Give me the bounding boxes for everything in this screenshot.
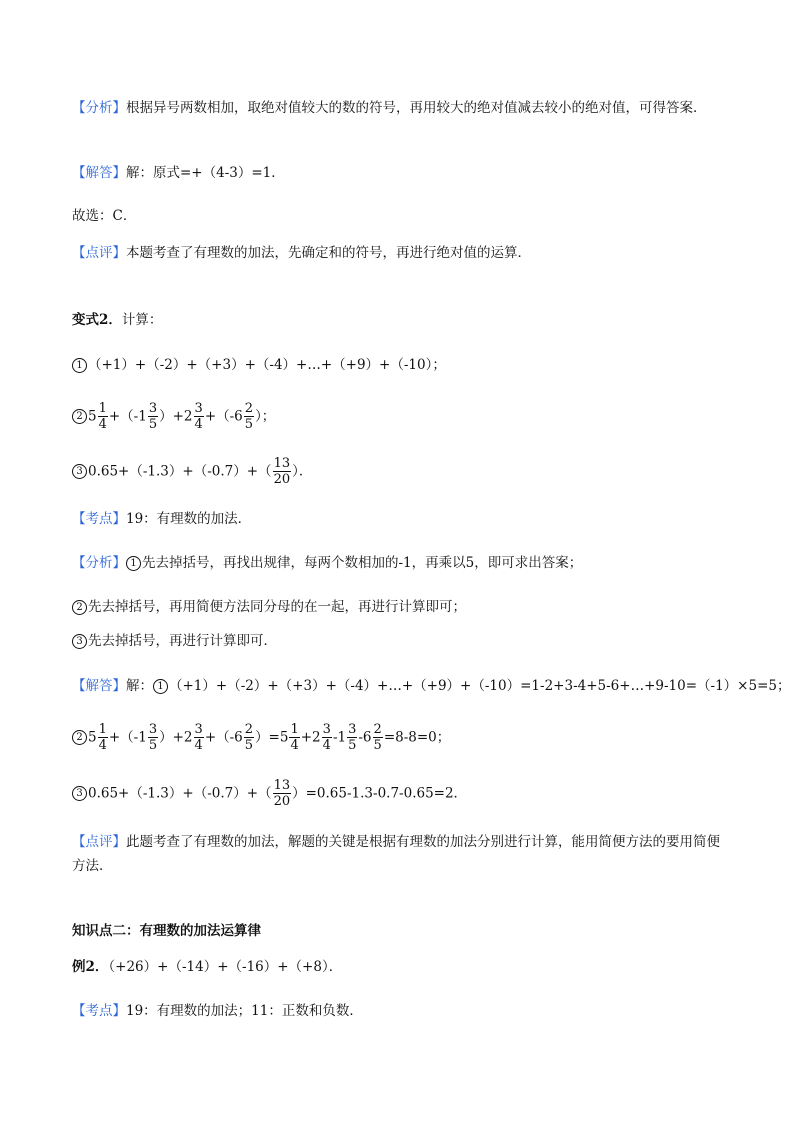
variant-title: 变式2． [72, 312, 122, 328]
answer-prefix: 解： [126, 678, 153, 694]
section-heading: 知识点二：有理数的加法运算律 [72, 923, 261, 939]
fraction [148, 401, 158, 432]
fraction [273, 778, 292, 809]
expr-part: +（-1 [108, 729, 147, 746]
fraction [98, 401, 108, 432]
denominator: 4 [290, 738, 299, 753]
topic-text: 19：有理数的加法． [126, 511, 252, 527]
answer-line-3 [72, 773, 467, 813]
fraction [322, 722, 332, 753]
denominator: 5 [148, 417, 158, 432]
choice-line: 故选：C． [72, 208, 137, 224]
numerator: 2 [244, 722, 254, 737]
topic-text: 19：有理数的加法；11：正数和负数． [126, 1003, 363, 1019]
analysis-line-1 [72, 553, 582, 573]
question-1-text: （+1）+（-2）+（+3）+（-4）+…+（+9）+（-10）； [88, 357, 446, 373]
topic-tag: 【考点】 [72, 1003, 126, 1019]
fraction [273, 456, 292, 487]
expr-part: ）； [255, 408, 276, 425]
numerator: 13 [273, 456, 291, 471]
expr-part: -1 [332, 729, 347, 746]
answer-text: 解：原式=+（4-3）=1． [126, 165, 285, 181]
answer-tag: 【解答】 [72, 678, 126, 694]
numerator: 1 [98, 722, 107, 737]
circled-number-2: 2 [72, 409, 87, 424]
comment-text: 此题考查了有理数的加法，解题的关键是根据有理数的加法分别进行计算，能用简便方法的要用简便方法． [72, 834, 720, 874]
denominator: 5 [348, 738, 357, 753]
fraction [289, 722, 299, 753]
fraction [194, 722, 204, 753]
circled-number-1: 1 [126, 556, 141, 571]
expr-part: ）=5 [255, 729, 289, 746]
numerator: 3 [194, 722, 203, 737]
denominator: 4 [98, 738, 107, 753]
expr-part: +（-1 [108, 408, 147, 425]
analysis-line-2 [72, 597, 466, 617]
expr-part: ）． [292, 463, 313, 480]
analysis-tag: 【分析】 [72, 100, 126, 116]
numerator: 1 [98, 401, 107, 416]
expr-part: 5 [88, 729, 97, 746]
circled-number-2: 2 [72, 600, 87, 615]
example-text: （+26）+（-14）+（-16）+（+8）． [108, 959, 343, 975]
denominator: 5 [244, 417, 254, 432]
analysis-text-2: 先去掉括号，再用简便方法同分母的在一起，再进行计算即可； [88, 599, 466, 615]
answer-line [72, 163, 285, 183]
question-2 [72, 396, 275, 436]
denominator: 4 [194, 738, 203, 753]
answer-tag: 【解答】 [72, 165, 126, 181]
expr-part: ）+2 [159, 729, 193, 746]
analysis-text-3: 先去掉括号，再进行计算即可． [88, 633, 277, 649]
denominator: 5 [373, 738, 382, 753]
circled-number-3: 3 [72, 634, 87, 649]
comment-paragraph [72, 830, 720, 878]
denominator: 20 [273, 794, 291, 809]
expr-part: +（-6 [204, 729, 243, 746]
fraction [194, 401, 204, 432]
question-1 [72, 355, 446, 375]
analysis-line-3 [72, 631, 277, 651]
denominator: 5 [148, 738, 158, 753]
circled-number-2: 2 [72, 730, 87, 745]
expr-part: ）=0.65-1.3-0.7-0.65=2． [292, 785, 468, 802]
circled-number-3: 3 [72, 464, 87, 479]
comment-text: 本题考查了有理数的加法，先确定和的符号，再进行绝对值的运算． [126, 245, 531, 261]
fraction [244, 722, 254, 753]
numerator: 2 [373, 722, 382, 737]
expr-part: =8-8=0； [383, 729, 451, 746]
comment-tag: 【点评】 [72, 245, 126, 261]
denominator: 20 [273, 472, 291, 487]
numerator: 2 [244, 401, 254, 416]
analysis-paragraph [72, 96, 720, 120]
comment-tag: 【点评】 [72, 834, 126, 850]
circled-number-1: 1 [72, 358, 87, 373]
expr-part: 0.65+（-1.3）+（-0.7）+（ [88, 785, 272, 802]
analysis-tag: 【分析】 [72, 555, 126, 571]
circled-number-3: 3 [72, 786, 87, 801]
numerator: 13 [273, 778, 291, 793]
numerator: 3 [348, 722, 357, 737]
answer-text-1: （+1）+（-2）+（+3）+（-4）+…+（+9）+（-10）=1-2+3-4+5-6+…+9-10=（-1）×5=5； [169, 678, 791, 694]
question-3 [72, 451, 312, 491]
analysis-text: 根据异号两数相加，取绝对值较大的数的符号，再用较大的绝对值减去较小的绝对值，可得答案． [126, 100, 707, 116]
topic-line-2 [72, 1001, 363, 1021]
topic-tag: 【考点】 [72, 511, 126, 527]
denominator: 5 [244, 738, 254, 753]
denominator: 4 [98, 417, 107, 432]
answer-line-2 [72, 717, 450, 757]
answer-line-1 [72, 676, 790, 696]
numerator: 3 [148, 401, 158, 416]
expr-part: 0.65+（-1.3）+（-0.7）+（ [88, 463, 272, 480]
expr-part: ）+2 [159, 408, 193, 425]
expr-part: +（-6 [204, 408, 243, 425]
expr-part: 5 [88, 408, 97, 425]
example-title: 例2． [72, 959, 109, 975]
fraction [244, 401, 254, 432]
numerator: 3 [194, 401, 203, 416]
variant-heading [72, 310, 162, 330]
circled-number-1: 1 [153, 679, 168, 694]
fraction [148, 722, 158, 753]
fraction [347, 722, 357, 753]
numerator: 3 [322, 722, 331, 737]
analysis-text-1: 先去掉括号，再找出规律，每两个数相加的-1，再乘以5，即可求出答案； [142, 555, 583, 571]
numerator: 1 [290, 722, 299, 737]
example-2 [72, 957, 342, 977]
fraction [98, 722, 108, 753]
variant-title-rest: 计算： [121, 312, 163, 328]
expr-part: -6 [358, 729, 372, 746]
expr-part: +2 [300, 729, 321, 746]
comment-line [72, 243, 531, 263]
denominator: 4 [322, 738, 331, 753]
numerator: 3 [148, 722, 158, 737]
fraction [373, 722, 383, 753]
denominator: 4 [194, 417, 203, 432]
topic-line [72, 509, 251, 529]
